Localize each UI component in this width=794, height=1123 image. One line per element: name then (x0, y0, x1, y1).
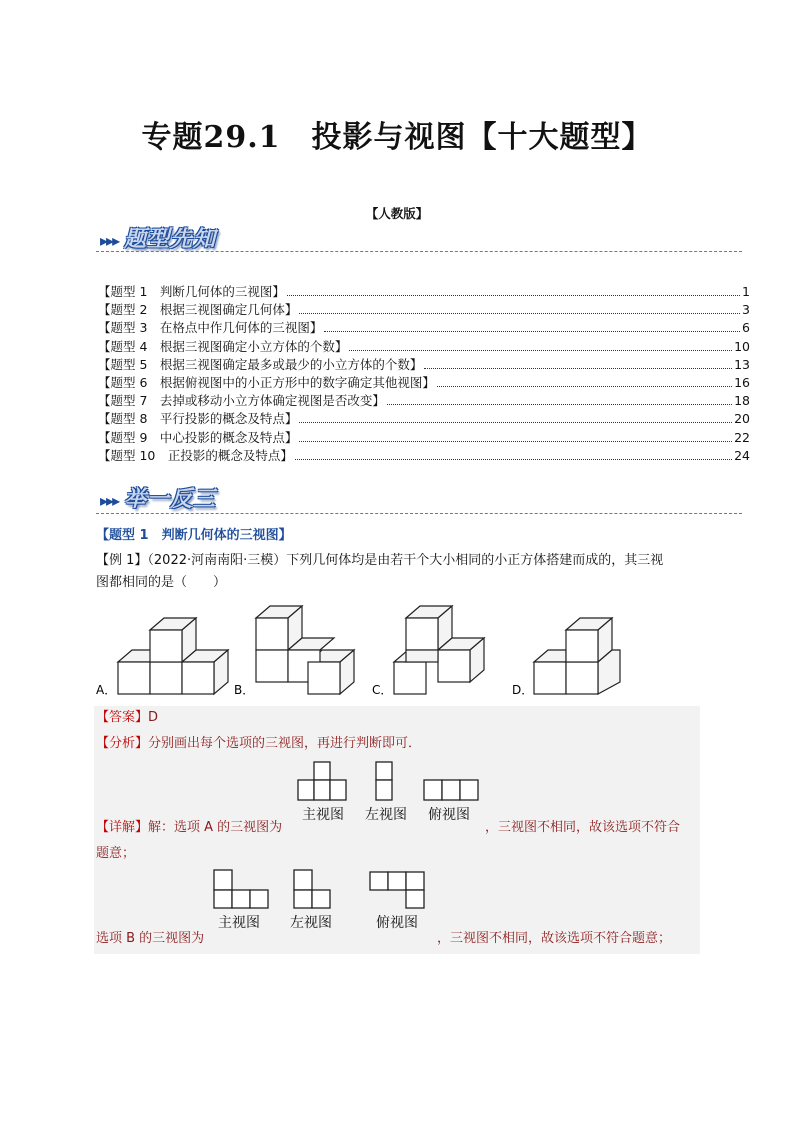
toc-page: 16 (734, 374, 750, 390)
detail-b-before: 选项 B 的三视图为 (96, 931, 205, 946)
toc-page: 13 (734, 356, 750, 372)
option-b-label[interactable]: B． (234, 683, 255, 697)
example-line-1: 【例 1】（2022·河南南阳·三模）下列几何体均是由若干个大小相同的小正方体搭建而成的，其三视 (96, 553, 664, 568)
caption-left: 左视图 (290, 915, 332, 931)
toc-row[interactable] (98, 301, 750, 319)
section-heading: 【题型 1 判断几何体的三视图】 (96, 528, 292, 543)
edition-label: 【人教版】 (365, 206, 429, 221)
option-b-views (212, 868, 442, 912)
toc-label: 【题型 3 在格点中作几何体的三视图】 (98, 320, 323, 336)
detail-line-2: 题意； (96, 846, 136, 861)
toc-page: 20 (734, 411, 750, 427)
detail-text-before: 解：选项 A 的三视图为 (148, 820, 283, 835)
caption-left: 左视图 (365, 807, 407, 823)
answer-tag: 【答案】 (96, 710, 149, 725)
banner-preview-text: 题型先知 (124, 226, 217, 252)
analysis-line (96, 733, 421, 755)
divider (96, 251, 742, 252)
toc-row[interactable] (98, 319, 750, 337)
toc-row[interactable] (98, 356, 750, 374)
toc-row[interactable] (98, 338, 750, 356)
toc-page: 24 (734, 447, 750, 463)
option-a-solid (118, 618, 228, 694)
toc-leader (287, 295, 740, 296)
toc-leader (295, 459, 732, 460)
detail-tag: 【详解】 (96, 820, 149, 835)
option-b-solid (256, 606, 354, 694)
toc-label: 【题型 8 平行投影的概念及特点】 (98, 411, 298, 427)
divider (96, 513, 742, 514)
toc-leader (299, 422, 732, 423)
toc-leader (324, 331, 740, 332)
answer-value: D (148, 710, 159, 725)
toc-leader (437, 386, 732, 387)
toc-page: 18 (734, 393, 750, 409)
option-a-label[interactable]: A． (96, 683, 117, 697)
toc-row[interactable] (98, 283, 750, 301)
toc-label: 【题型 9 中心投影的概念及特点】 (98, 429, 298, 445)
options-figure (94, 604, 734, 700)
toc-page: 6 (742, 320, 750, 336)
toc-row[interactable] (98, 447, 750, 465)
a-left-view (376, 762, 392, 800)
example-question (96, 550, 716, 594)
toc-page: 1 (742, 284, 750, 299)
toc-row[interactable] (98, 429, 750, 447)
option-c-label[interactable]: C． (372, 683, 393, 697)
a-front-view (298, 762, 346, 800)
analysis-text: 分别画出每个选项的三视图，再进行判断即可． (148, 736, 422, 751)
table-of-contents (98, 283, 750, 465)
triple-arrow-icon: ▸▸▸ (100, 231, 119, 250)
option-d-label[interactable]: D． (512, 683, 534, 697)
answer-line (96, 707, 158, 729)
banner-preview (100, 222, 216, 258)
caption-top: 俯视图 (376, 915, 418, 931)
detail-b-after: ，三视图不相同，故该选项不符合题意； (437, 931, 672, 946)
toc-label: 【题型 6 根据俯视图中的小正方形中的数字确定其他视图】 (98, 374, 435, 390)
caption-top: 俯视图 (428, 807, 470, 823)
toc-row[interactable] (98, 374, 750, 392)
b-top-view (370, 872, 424, 908)
toc-page: 10 (734, 338, 750, 354)
toc-label: 【题型 4 根据三视图确定小立方体的个数】 (98, 338, 348, 354)
caption-front: 主视图 (302, 807, 344, 823)
option-d-solid (534, 618, 620, 694)
toc-row[interactable] (98, 392, 750, 410)
toc-row[interactable] (98, 410, 750, 428)
toc-leader (424, 368, 732, 369)
toc-leader (299, 441, 732, 442)
option-a-views (296, 760, 486, 804)
toc-label: 【题型 1 判断几何体的三视图】 (98, 284, 285, 299)
b-front-view (214, 870, 268, 908)
option-c-solid (394, 606, 484, 694)
toc-leader (387, 404, 732, 405)
toc-label: 【题型 10 正投影的概念及特点】 (98, 447, 293, 463)
a-top-view (424, 780, 478, 800)
toc-label: 【题型 2 根据三视图确定几何体】 (98, 302, 298, 318)
toc-label: 【题型 5 根据三视图确定最多或最少的小立方体的个数】 (98, 356, 423, 372)
caption-front: 主视图 (218, 915, 260, 931)
triple-arrow-icon: ▸▸▸ (100, 491, 119, 510)
analysis-tag: 【分析】 (96, 736, 149, 751)
toc-page: 22 (734, 429, 750, 445)
page-title: 专题29.1 投影与视图【十大题型】 (141, 120, 653, 155)
toc-leader (349, 350, 732, 351)
detail-text-after: ，三视图不相同，故该选项不符合 (485, 820, 681, 835)
b-left-view (294, 870, 330, 908)
toc-label: 【题型 7 去掉或移动小立方体确定视图是否改变】 (98, 393, 385, 409)
example-line-2: 图都相同的是（ ） (96, 575, 227, 590)
banner-practice-text: 举一反三 (124, 486, 217, 512)
toc-page: 3 (742, 302, 750, 318)
toc-leader (299, 313, 740, 314)
